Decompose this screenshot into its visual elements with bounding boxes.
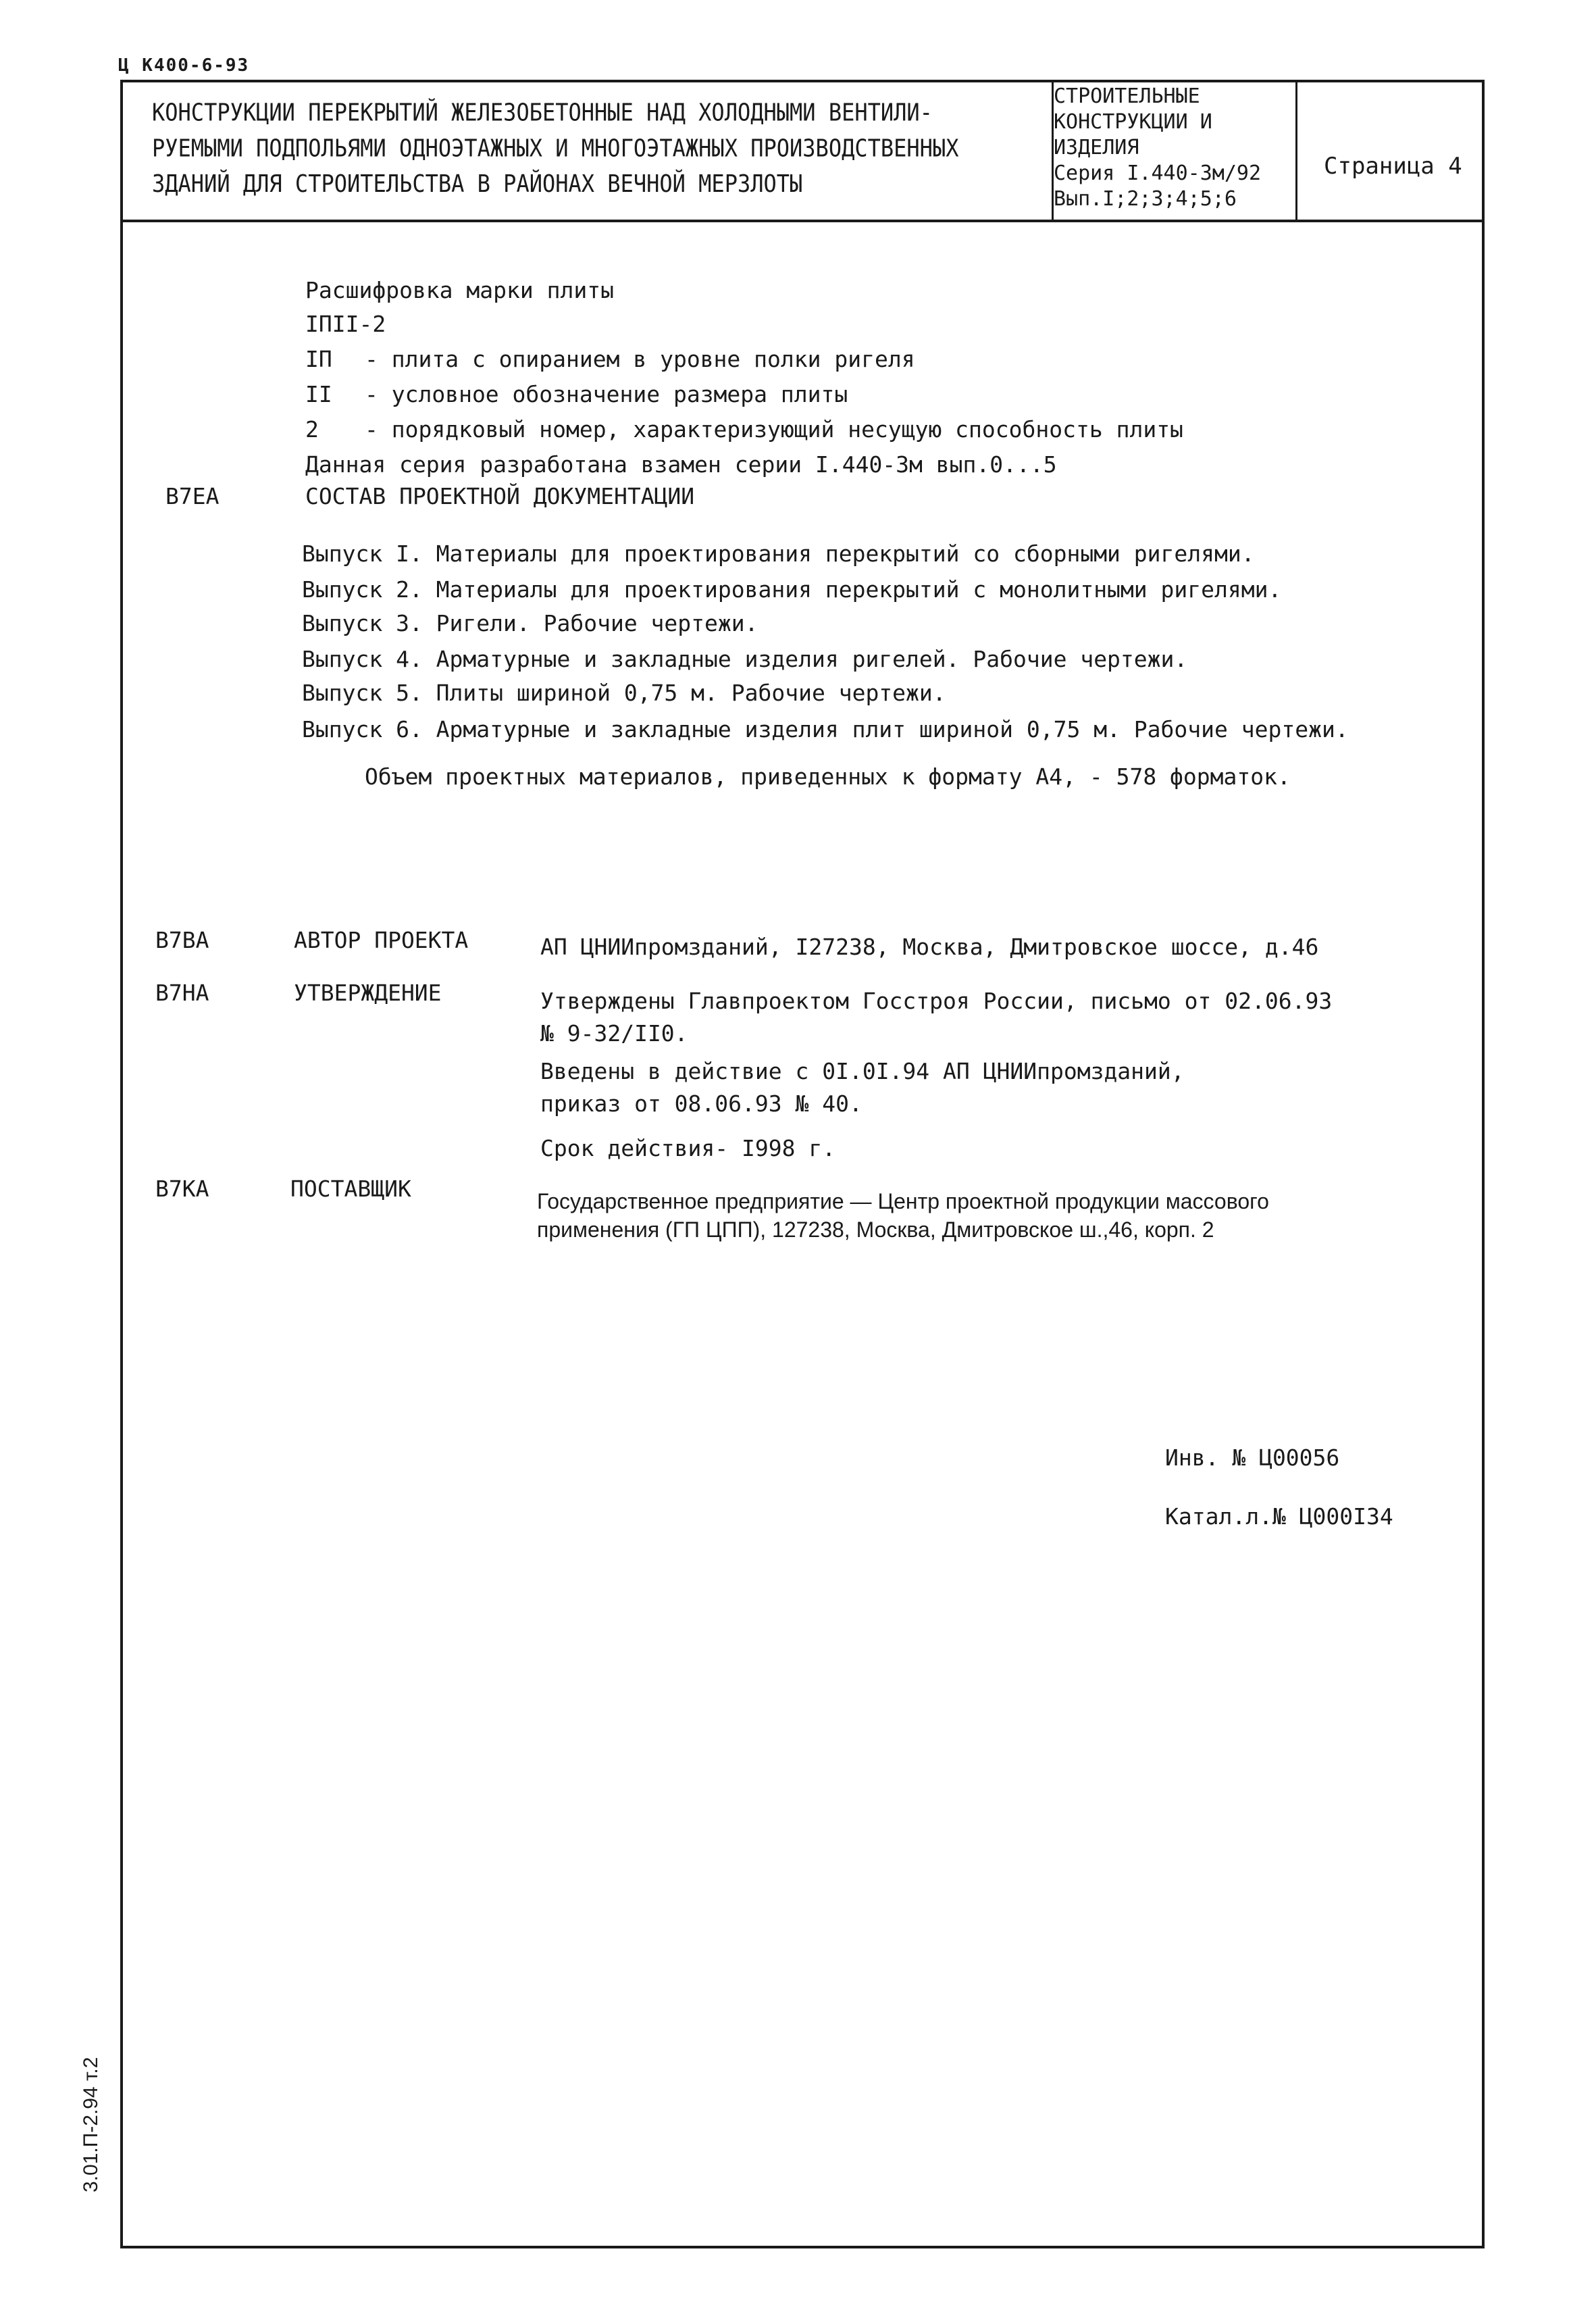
- supplier-line-2: применения (ГП ЦПП), 127238, Москва, Дмитровское ш.,46, корп. 2: [537, 1217, 1214, 1242]
- decoding-text-2: - условное обозначение размера плиты: [365, 381, 848, 407]
- issue-item-1: Выпуск I. Материалы для проектирования перекрытий со сборными ригелями.: [302, 540, 1255, 567]
- approval-line-4: приказ от 08.06.93 № 40.: [540, 1090, 863, 1117]
- composition-code: В7ЕА: [165, 483, 220, 509]
- document-title: [152, 95, 1044, 201]
- header-separator-2: [1295, 80, 1297, 222]
- decoding-title: Расшифровка марки плиты: [305, 277, 614, 303]
- decoding-text-3: - порядковый номер, характеризующий несущую способность плиты: [365, 416, 1183, 443]
- series-block: [1054, 84, 1293, 212]
- approval-line-2: № 9-32/II0.: [540, 1020, 688, 1047]
- supplier-code: В7КА: [155, 1176, 209, 1202]
- issue-item-3: Выпуск 3. Ригели. Рабочие чертежи.: [302, 610, 758, 636]
- author-text: АП ЦНИИпромзданий, I27238, Москва, Дмитровское шоссе, д.46: [540, 934, 1319, 960]
- issue-item-2: Выпуск 2. Материалы для проектирования перекрытий с монолитными ригелями.: [302, 576, 1282, 603]
- approval-line-1: Утверждены Главпроектом Госстроя России, письмо от 02.06.93: [540, 988, 1333, 1014]
- catalog-number: Катал.л.№ Ц000I34: [1165, 1503, 1393, 1530]
- author-label: АВТОР ПРОЕКТА: [294, 927, 469, 953]
- decoding-text-1: - плита с опиранием в уровне полки ригеля: [365, 346, 915, 372]
- category-line: ИЗДЕЛИЯ: [1054, 136, 1139, 159]
- title-line: РУЕМЫМИ ПОДПОЛЬЯМИ ОДНОЭТАЖНЫХ И МНОГОЭТАЖНЫХ ПРОИЗВОДСТВЕННЫХ: [152, 134, 959, 163]
- plate-mark: IПII-2: [305, 311, 386, 337]
- inventory-number: Инв. № Ц00056: [1165, 1444, 1340, 1471]
- approval-line-3: Введены в действие с 0I.0I.94 АП ЦНИИпромзданий,: [540, 1058, 1185, 1084]
- approval-code: В7НА: [155, 980, 209, 1006]
- issue-item-4: Выпуск 4. Арматурные и закладные изделия ригелей. Рабочие чертежи.: [302, 646, 1188, 672]
- title-line: КОНСТРУКЦИИ ПЕРЕКРЫТИЙ ЖЕЛЕЗОБЕТОННЫЕ НАД ХОЛОДНЫМИ ВЕНТИЛИ-: [152, 98, 933, 127]
- replacement-note: Данная серия разработана взамен серии I.440-3м вып.0...5: [305, 451, 1057, 478]
- series-number: Серия I.440-3м/92: [1054, 161, 1262, 185]
- decoding-code-3: 2: [305, 416, 319, 443]
- series-issues: Вып.I;2;3;4;5;6: [1054, 187, 1237, 211]
- approval-label: УТВЕРЖДЕНИЕ: [294, 980, 442, 1006]
- title-line: ЗДАНИЙ ДЛЯ СТРОИТЕЛЬСТВА В РАЙОНАХ ВЕЧНОЙ МЕРЗЛОТЫ: [152, 170, 803, 198]
- supplier-line-1: Государственное предприятие — Центр проектной продукции массового: [537, 1189, 1269, 1213]
- category-line: КОНСТРУКЦИИ И: [1054, 110, 1212, 134]
- supplier-label: ПОСТАВЩИК: [290, 1176, 411, 1202]
- issue-item-5: Выпуск 5. Плиты шириной 0,75 м. Рабочие чертежи.: [302, 680, 946, 706]
- issue-item-6: Выпуск 6. Арматурные и закладные изделия плит шириной 0,75 м. Рабочие чертежи.: [302, 716, 1349, 743]
- validity: Срок действия- I998 г.: [540, 1135, 836, 1161]
- header-divider: [120, 220, 1485, 222]
- category-line: СТРОИТЕЛЬНЫЕ: [1054, 84, 1200, 108]
- page-number: Страница 4: [1324, 153, 1462, 180]
- author-code: В7ВА: [155, 927, 209, 953]
- composition-title: СОСТАВ ПРОЕКТНОЙ ДОКУМЕНТАЦИИ: [305, 483, 695, 509]
- decoding-code-2: II: [305, 381, 332, 407]
- document-code: Ц К400-6-93: [118, 55, 250, 76]
- side-stamp: 3.01.П-2.94 т.2: [80, 2057, 102, 2192]
- volume-note: Объем проектных материалов, приведенных к формату А4, - 578 форматок.: [365, 763, 1291, 790]
- decoding-code-1: IП: [305, 346, 332, 372]
